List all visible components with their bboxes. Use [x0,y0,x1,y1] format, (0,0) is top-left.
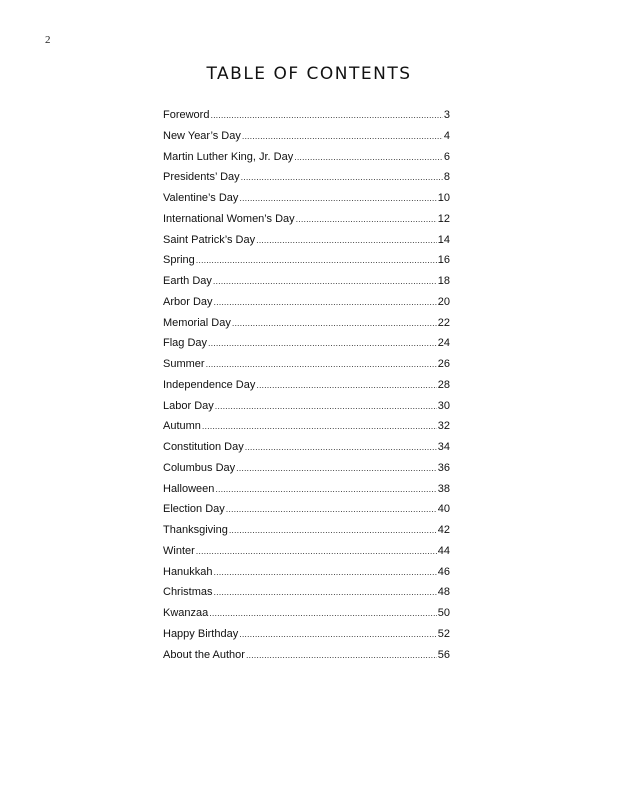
toc-entry-page-number: 4 [443,129,450,142]
toc-entry [163,628,450,649]
toc-entry-label: International Women’s Day [163,212,295,225]
toc-entry-label: Happy Birthday [163,627,239,640]
toc-entry [163,275,450,296]
toc-entry-page-number: 24 [437,337,450,350]
toc-entry-label: Arbor Day [163,295,213,308]
toc-entry-label: Saint Patrick’s Day [163,233,256,246]
toc-entry-label: Foreword [163,109,210,121]
toc-entry [163,151,450,172]
toc-entry-page-number: 52 [437,627,450,640]
toc-entry-page-number: 42 [437,524,450,536]
toc-entry-page-number: 8 [443,171,450,184]
toc-entry-page-number: 34 [437,441,450,453]
toc-entry [163,545,450,566]
toc-dot-leader [232,318,437,328]
toc-dot-leader [215,484,436,494]
toc-dot-leader [236,463,437,473]
toc-entry [163,503,450,524]
toc-entry-page-number: 48 [437,586,450,599]
toc-entry-page-number: 50 [437,607,450,619]
toc-entry-page-number: 32 [437,420,450,433]
toc-dot-leader [214,567,437,577]
toc-entry [163,130,450,151]
toc-entry-page-number: 44 [437,544,450,557]
toc-entry-label: Autumn [163,420,201,433]
toc-entry-label: Thanksgiving [163,524,228,536]
toc-entry-label: Flag Day [163,337,208,350]
toc-entry-page-number: 10 [437,192,450,204]
toc-entry-label: Presidents’ Day [163,171,240,184]
toc-dot-leader [241,172,443,182]
toc-entry-label: Independence Day [163,378,256,391]
toc-dot-leader [215,401,437,411]
toc-entry [163,524,450,545]
toc-entry-page-number: 56 [437,648,450,661]
toc-entry-page-number: 36 [437,461,450,474]
toc-dot-leader [206,359,437,369]
toc-dot-leader [246,650,437,660]
toc-dot-leader [239,629,437,639]
toc-entry-page-number: 38 [437,482,450,495]
toc-entry-label: Earth Day [163,275,212,287]
toc-entry-label: Labor Day [163,399,214,412]
toc-entry [163,483,450,504]
toc-entry [163,420,450,441]
toc-dot-leader [213,276,437,286]
toc-dot-leader [196,255,437,265]
toc-dot-leader [256,235,437,245]
toc-entry [163,566,450,587]
toc-entry [163,192,450,213]
toc-entry [163,171,450,192]
toc-entry [163,317,450,338]
toc-dot-leader [196,546,437,556]
toc-entry-page-number: 14 [437,233,450,246]
toc-dot-leader [208,338,437,348]
toc-entry [163,109,450,130]
toc-entry [163,441,450,462]
toc-dot-leader [202,421,437,431]
toc-dot-leader [245,442,437,452]
toc-entry [163,462,450,483]
toc-entry-page-number: 26 [437,358,450,370]
toc-entry-label: Winter [163,544,195,557]
toc-entry [163,213,450,234]
toc-entry-label: New Year’s Day [163,129,241,142]
toc-entry [163,379,450,400]
toc-entry-label: Election Day [163,503,225,516]
toc-dot-leader [226,504,437,514]
toc-entry-page-number: 3 [443,109,450,121]
toc-dot-leader [296,214,437,224]
toc-entry [163,649,450,670]
toc-dot-leader [210,110,442,120]
toc-entry-label: Martin Luther King, Jr. Day [163,150,294,163]
toc-entry [163,358,450,379]
page-number: 2 [45,34,51,46]
toc-entry-page-number: 22 [437,316,450,329]
toc-entry-label: Columbus Day [163,461,236,474]
toc-dot-leader [294,152,443,162]
page-title: TABLE OF CONTENTS [206,64,412,84]
toc-entry-page-number: 40 [437,503,450,516]
toc-entry-page-number: 28 [437,378,450,391]
toc-entry-label: About the Author [163,648,245,661]
toc-dot-leader [209,608,436,618]
toc-entry-label: Christmas [163,586,213,599]
toc-entry-page-number: 12 [437,212,450,225]
toc-entry [163,586,450,607]
toc-entry-page-number: 16 [437,254,450,267]
toc-entry-label: Memorial Day [163,316,231,329]
toc-entry-page-number: 18 [437,275,450,287]
toc-entry [163,607,450,628]
toc-entry [163,337,450,358]
toc-entry-page-number: 6 [443,150,450,163]
toc-entry-label: Spring [163,254,195,267]
toc-entry-label: Halloween [163,482,215,495]
toc-dot-leader [256,380,436,390]
toc-entry-label: Kwanzaa [163,607,209,619]
toc-entry [163,400,450,421]
toc-entry-page-number: 30 [437,399,450,412]
toc-dot-leader [229,525,437,535]
toc-entry-label: Constitution Day [163,441,244,453]
toc-entry-label: Summer [163,358,205,370]
toc-entry-page-number: 46 [437,565,450,578]
toc-entry [163,234,450,255]
toc-dot-leader [239,193,436,203]
table-of-contents-list [163,109,450,669]
toc-dot-leader [214,297,437,307]
toc-entry [163,296,450,317]
toc-dot-leader [242,131,443,141]
toc-entry-page-number: 20 [437,295,450,308]
toc-entry [163,254,450,275]
toc-dot-leader [214,587,437,597]
toc-entry-label: Valentine’s Day [163,192,239,204]
toc-entry-label: Hanukkah [163,565,213,578]
